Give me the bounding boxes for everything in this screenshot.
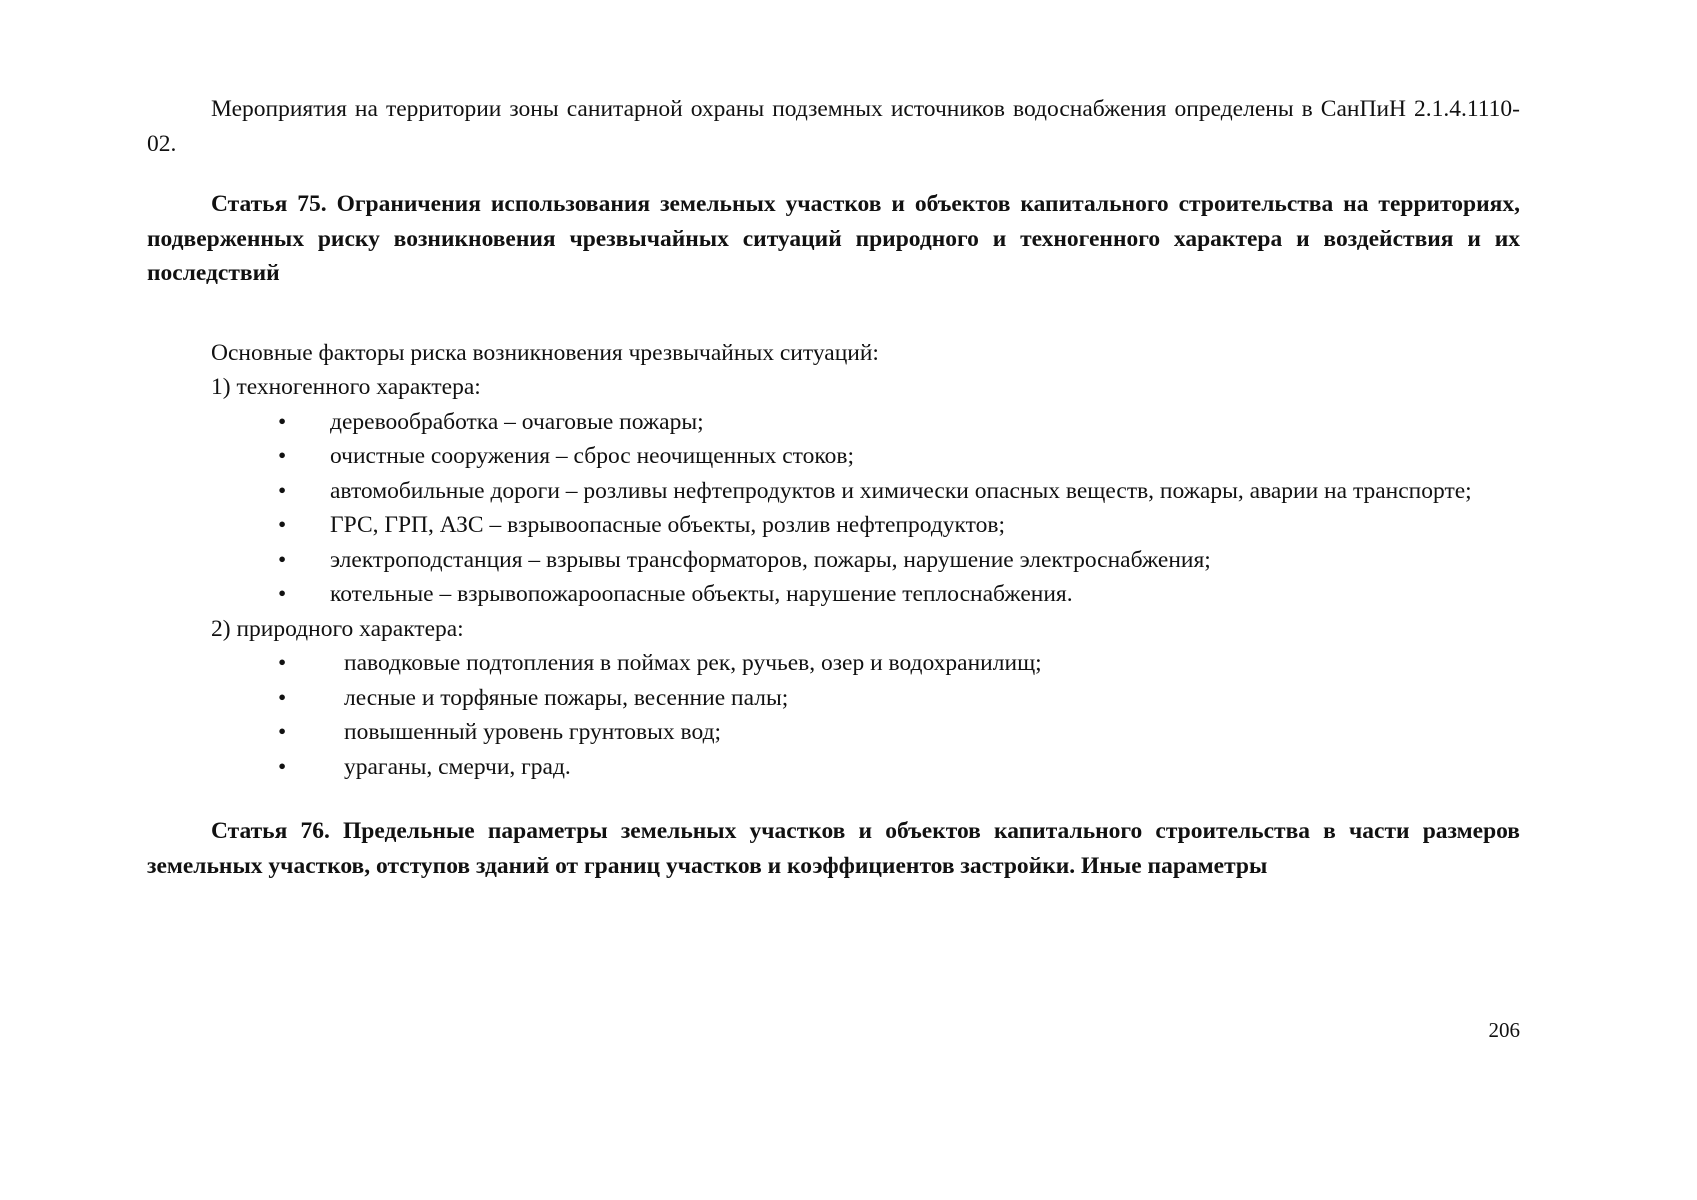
document-page — [147, 92, 1520, 883]
list-item — [147, 543, 1520, 578]
bullet-icon: • — [278, 581, 287, 607]
bullet-icon: • — [278, 408, 287, 435]
intro-paragraph: Мероприятия на территории зоны санитарной охраны подземных источников водоснабжения определены в СанПиН 2.1.4.1110-02. — [147, 96, 1520, 157]
article-75-heading: Статья 75. Ограничения использования земельных участков и объектов капитального строительства на территориях, подверженных риску возникновения чрезвычайных ситуаций природного и техногенного характера и воздействия и их последствий — [147, 191, 1520, 286]
natural-label: 2) природного характера: — [211, 615, 464, 642]
bullet-icon: • — [278, 443, 287, 469]
bullet-icon: • — [278, 546, 287, 573]
list-item-text: повышенный уровень грунтовых вод; — [344, 719, 722, 745]
bullet-icon: • — [278, 477, 287, 504]
list-item-text: котельные – взрывопожароопасные объекты, нарушение теплоснабжения. — [330, 581, 1073, 607]
list-item-text: автомобильные дороги – розливы нефтепродуктов и химически опасных веществ, пожары, аварии на транспорте; — [330, 477, 1472, 504]
technogenic-label: 1) техногенного характера: — [211, 374, 481, 400]
list-item-text: лесные и торфяные пожары, весенние палы; — [344, 684, 789, 711]
list-item-text: очистные сооружения – сброс неочищенных стоков; — [330, 443, 854, 469]
list-item — [147, 646, 1520, 681]
list-item — [147, 405, 1520, 440]
list-item-text: электроподстанция – взрывы трансформаторов, пожары, нарушение электроснабжения; — [330, 546, 1211, 573]
list-item — [147, 715, 1520, 750]
list-item-text: деревообработка – очаговые пожары; — [330, 408, 704, 435]
risk-factors-lead: Основные факторы риска возникновения чрезвычайных ситуаций: — [211, 339, 879, 366]
list-item-text: ураганы, смерчи, град. — [344, 753, 571, 780]
bullet-icon: • — [278, 512, 287, 538]
bullet-icon: • — [278, 753, 287, 780]
list-item-text: паводковые подтопления в поймах рек, ручьев, озер и водохранилищ; — [344, 650, 1042, 676]
list-item — [147, 508, 1520, 543]
article-76-heading: Статья 76. Предельные параметры земельных участков и объектов капитального строительства в части размеров земельных участков, отступов зданий от границ участков и коэффициентов застройки. Иные параметры — [147, 818, 1520, 879]
bullet-icon: • — [278, 684, 287, 711]
list-item — [147, 681, 1520, 716]
bullet-icon: • — [278, 650, 287, 676]
list-item — [147, 439, 1520, 474]
page-number: 206 — [1488, 1018, 1520, 1042]
list-item — [147, 577, 1520, 612]
list-item — [147, 474, 1520, 509]
list-item-text: ГРС, ГРП, АЗС – взрывоопасные объекты, розлив нефтепродуктов; — [330, 512, 1005, 538]
natural-list — [147, 646, 1520, 784]
technogenic-list — [147, 405, 1520, 612]
list-item — [147, 750, 1520, 785]
bullet-icon: • — [278, 719, 287, 745]
